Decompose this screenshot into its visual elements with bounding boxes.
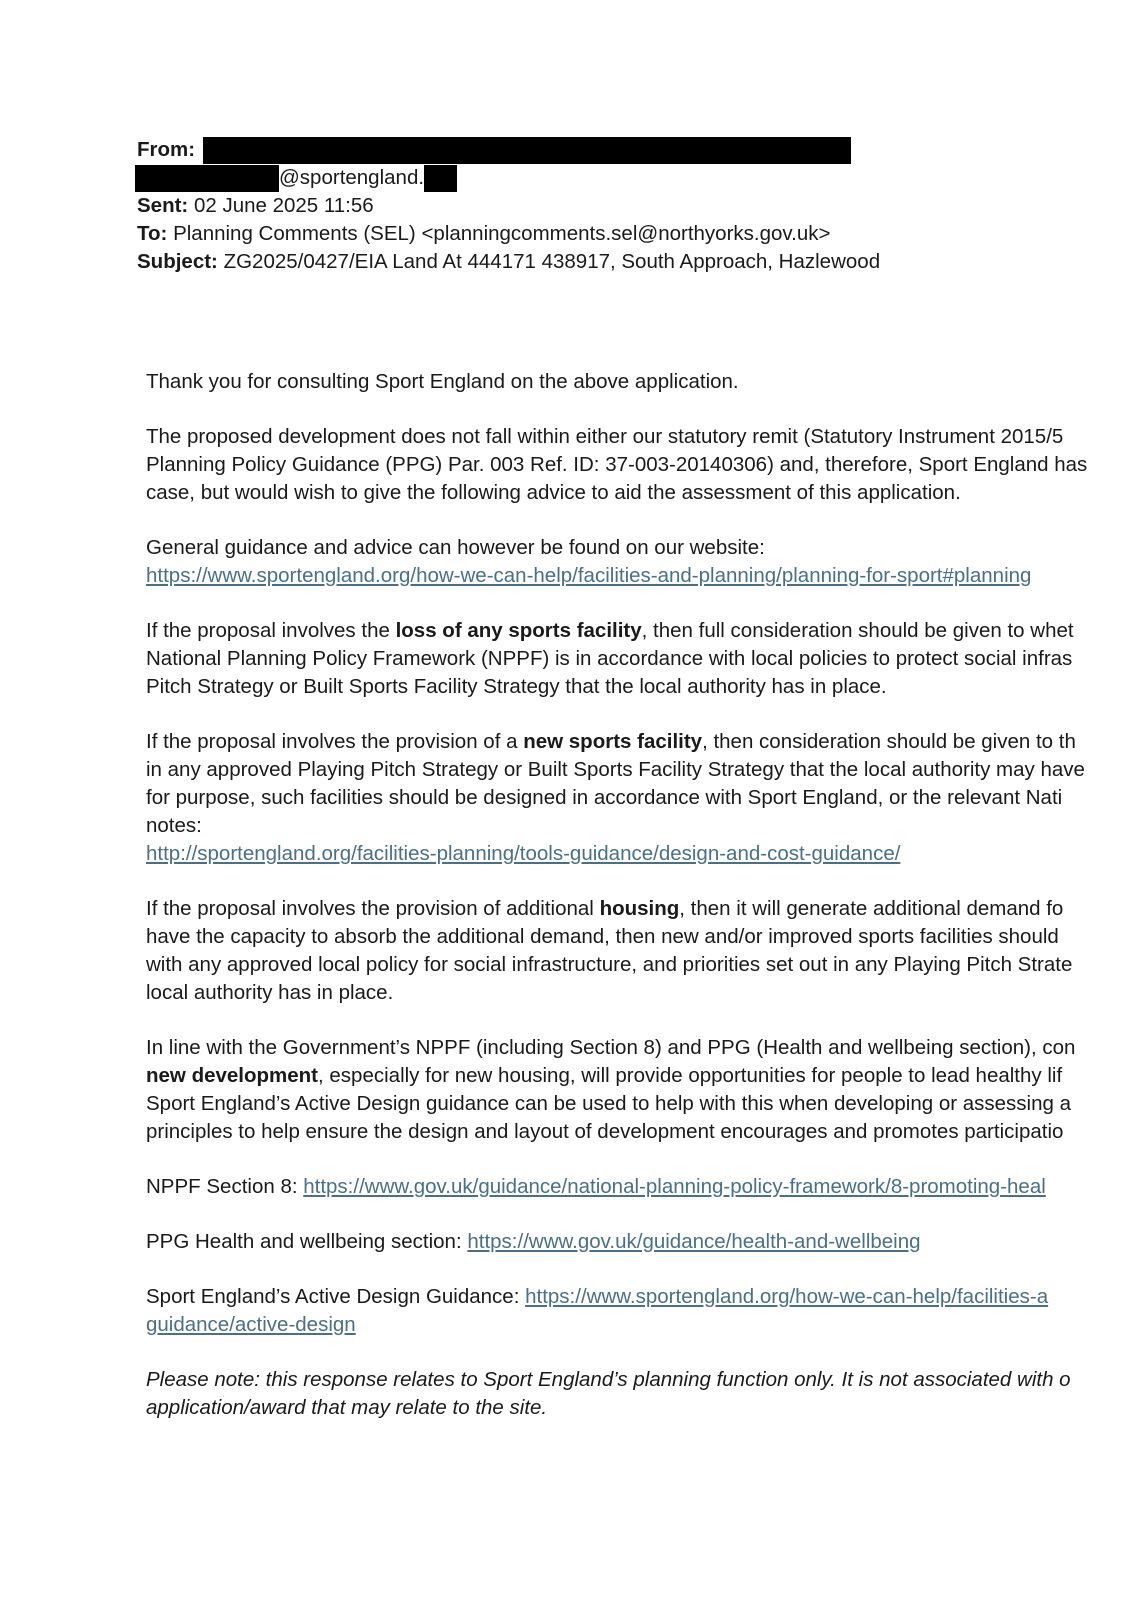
redacted-sender-tld [424, 165, 457, 192]
sent-line [137, 192, 880, 220]
text-line [146, 1062, 1131, 1090]
planning-for-sport-link[interactable]: https://www.sportengland.org/how-we-can-help/facilities-and-planning/planning-for-sport#planning [146, 564, 1032, 587]
paragraph-thanks [146, 368, 1131, 396]
from-label: From: [137, 138, 196, 161]
from-line [137, 136, 880, 164]
subject-value: ZG2025/0427/EIA Land At 444171 438917, South Approach, Hazlewood [223, 250, 881, 273]
paragraph-note [146, 1366, 1131, 1422]
link-label: Sport England’s Active Design Guidance: [146, 1285, 526, 1308]
from-email-line [135, 164, 880, 192]
text-line: Thank you for consulting Sport England on the above application. [146, 370, 739, 393]
paragraph-loss-facility [146, 617, 1131, 701]
text-line: local authority has in place. [146, 981, 394, 1004]
redacted-sender-user [135, 165, 279, 192]
email-body [146, 368, 1131, 1449]
text-segment: , then it will generate additional demand fo [679, 897, 1064, 920]
text-line [146, 728, 1131, 756]
text-segment: If the proposal involves the provision of additional [146, 897, 600, 920]
text-line: Pitch Strategy or Built Sports Facility Strategy that the local authority has in place. [146, 675, 887, 698]
ppg-health-link[interactable]: https://www.gov.uk/guidance/health-and-wellbeing [467, 1230, 921, 1253]
email-header [137, 136, 880, 276]
sender-domain: @sportengland. [279, 166, 425, 189]
text-line: with any approved local policy for social infrastructure, and priorities set out in any Playing Pitch Strate [146, 953, 1073, 976]
text-line: In line with the Government’s NPPF (including Section 8) and PPG (Health and wellbeing section), con [146, 1036, 1076, 1059]
sent-value: 02 June 2025 11:56 [193, 194, 374, 217]
sent-label: Sent: [137, 194, 189, 217]
text-line: The proposed development does not fall within either our statutory remit (Statutory Instrument 2015/5 [146, 425, 1064, 448]
redacted-sender-name [203, 137, 851, 164]
to-label: To: [137, 222, 168, 245]
text-segment: If the proposal involves the [146, 619, 396, 642]
paragraph-guidance [146, 534, 1131, 590]
text-line: Planning Policy Guidance (PPG) Par. 003 Ref. ID: 37-003-20140306) and, therefore, Sport England has [146, 453, 1088, 476]
text-segment: , then consideration should be given to th [702, 730, 1076, 753]
text-line: National Planning Policy Framework (NPPF) is in accordance with local policies to protect social infras [146, 647, 1073, 670]
text-line: have the capacity to absorb the additional demand, then new and/or improved sports facilities should [146, 925, 1059, 948]
subject-label: Subject: [137, 250, 218, 273]
text-line: Sport England’s Active Design guidance can be used to help with this when developing or assessing a [146, 1092, 1071, 1115]
text-line [146, 617, 1131, 645]
paragraph-housing [146, 895, 1131, 1007]
paragraph-ppg-link [146, 1228, 1131, 1256]
text-line: Please note: this response relates to Sport England’s planning function only. It is not associated with o [146, 1368, 1071, 1391]
text-line: application/award that may relate to the site. [146, 1396, 548, 1419]
bold-text: new development [146, 1064, 319, 1087]
text-line: for purpose, such facilities should be designed in accordance with Sport England, or the relevant Nati [146, 786, 1063, 809]
text-line: notes: [146, 814, 202, 837]
text-line: General guidance and advice can however be found on our website: [146, 536, 765, 559]
design-cost-guidance-link[interactable]: http://sportengland.org/facilities-planning/tools-guidance/design-and-cost-guidance/ [146, 842, 901, 865]
active-design-link-continued[interactable]: guidance/active-design [146, 1313, 356, 1336]
paragraph-nppf [146, 1034, 1131, 1146]
text-segment: , especially for new housing, will provide opportunities for people to lead healthy lif [318, 1064, 1063, 1087]
paragraph-remit [146, 423, 1131, 507]
link-label: NPPF Section 8: [146, 1175, 304, 1198]
link-label: PPG Health and wellbeing section: [146, 1230, 468, 1253]
nppf-section-8-link[interactable]: https://www.gov.uk/guidance/national-planning-policy-framework/8-promoting-heal [303, 1175, 1046, 1198]
bold-text: housing [599, 897, 680, 920]
text-line [146, 895, 1131, 923]
paragraph-new-facility [146, 728, 1131, 868]
text-line: principles to help ensure the design and layout of development encourages and promotes participatio [146, 1120, 1064, 1143]
text-line: in any approved Playing Pitch Strategy or Built Sports Facility Strategy that the local authority may have [146, 758, 1085, 781]
paragraph-active-design-link [146, 1283, 1131, 1339]
subject-line [137, 248, 880, 276]
to-line [137, 220, 880, 248]
paragraph-nppf-link [146, 1173, 1131, 1201]
bold-text: loss of any sports facility [395, 619, 642, 642]
text-segment: If the proposal involves the provision of a [146, 730, 524, 753]
to-value: Planning Comments (SEL) <planningcomments.sel@northyorks.gov.uk> [173, 222, 831, 245]
bold-text: new sports facility [523, 730, 703, 753]
active-design-link[interactable]: https://www.sportengland.org/how-we-can-help/facilities-a [525, 1285, 1049, 1308]
text-segment: , then full consideration should be given to whet [641, 619, 1074, 642]
text-line: case, but would wish to give the following advice to aid the assessment of this application. [146, 481, 961, 504]
